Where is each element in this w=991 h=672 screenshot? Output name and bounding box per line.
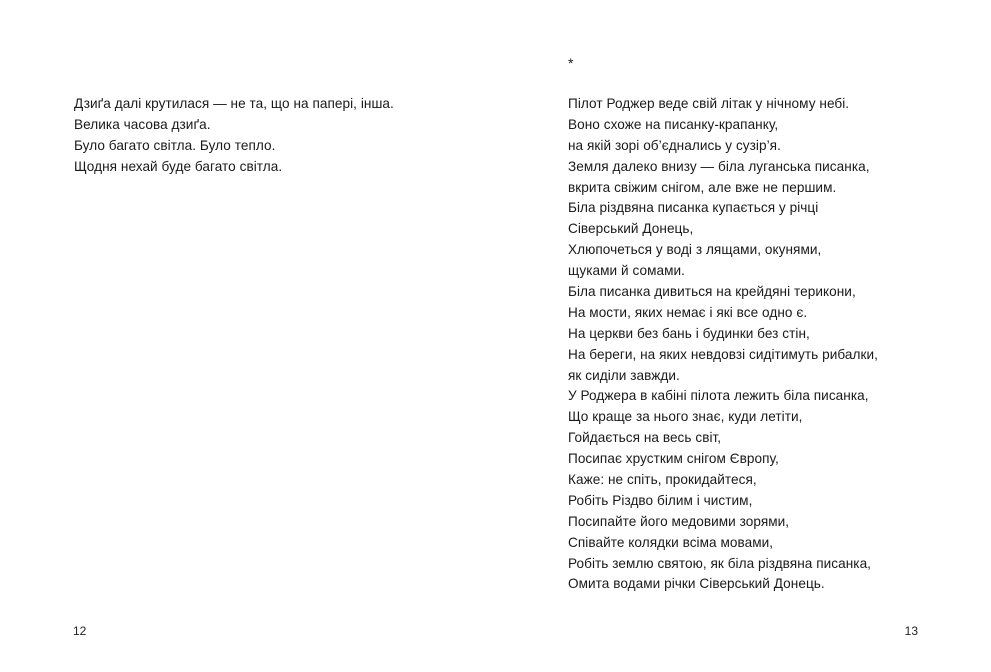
poem-line: У Роджера в кабіні пілота лежить біла писанка, bbox=[568, 388, 869, 404]
poem-line: як сиділи завжди. bbox=[568, 367, 680, 383]
text-line: Було багато світла. Було тепло. bbox=[74, 137, 276, 153]
poem-line: Посипає хрустким снігом Європу, bbox=[568, 451, 779, 467]
poem-line: Пілот Роджер веде свій літак у нічному небі. bbox=[568, 96, 850, 111]
poem-line: Воно схоже на писанку-крапанку, bbox=[568, 116, 779, 132]
poem-line: вкрита свіжим снігом, але вже не першим. bbox=[568, 179, 837, 195]
poem-line: Біла писанка дивиться на крейдяні терикони, bbox=[568, 284, 856, 300]
poem-line: Робіть землю святою, як біла різдвяна писанка, bbox=[568, 555, 872, 571]
poem-text bbox=[568, 94, 878, 595]
text-line: Велика часова дзиґа. bbox=[74, 116, 211, 132]
text-line: Щодня нехай буде багато світла. bbox=[74, 158, 283, 174]
left-page bbox=[0, 0, 495, 672]
poem-line: щуками й сомами. bbox=[568, 263, 685, 279]
right-page bbox=[495, 0, 991, 672]
poem-line: на якій зорі об’єднались у сузір’я. bbox=[568, 137, 781, 153]
page-number-left: 12 bbox=[73, 624, 87, 638]
poem-line: Біла різдвяна писанка купається у річці bbox=[568, 200, 819, 216]
poem-line: Робіть Різдво білим і чистим, bbox=[568, 492, 753, 508]
poem-line: На церкви без бань і будинки без стін, bbox=[568, 325, 810, 341]
poem-line: На мости, яких немає і які все одно є. bbox=[568, 304, 808, 320]
poem-line: Хлюпочеться у воді з лящами, окунями, bbox=[568, 242, 822, 258]
poem-line: На береги, на яких невдовзі сидітимуть рибалки, bbox=[568, 346, 878, 362]
poem-line: Омита водами річки Сіверський Донець. bbox=[568, 576, 825, 592]
poem-line: Каже: не спіть, прокидайтеся, bbox=[568, 472, 757, 488]
poem-line: Посипайте його медовими зорями, bbox=[568, 513, 790, 529]
left-page-text bbox=[74, 94, 394, 178]
poem-line: Гойдається на весь світ, bbox=[568, 430, 722, 446]
section-separator: * bbox=[568, 55, 574, 71]
poem-line: Сіверський Донець, bbox=[568, 221, 694, 237]
poem-line: Що краще за нього знає, куди летіти, bbox=[568, 409, 803, 425]
text-line: Дзиґа далі крутилася — не та, що на папері, інша. bbox=[74, 96, 394, 111]
poem-line: Земля далеко внизу — біла луганська писанка, bbox=[568, 158, 870, 174]
page-number-right: 13 bbox=[904, 624, 918, 638]
poem-line: Співайте колядки всіма мовами, bbox=[568, 534, 774, 550]
